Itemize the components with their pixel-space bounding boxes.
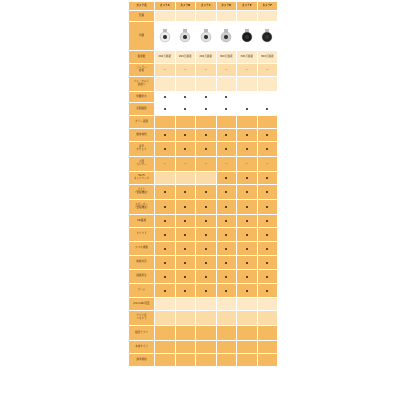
row-label: パン・チルト 首振り xyxy=(129,77,154,91)
value-cell: — xyxy=(176,157,196,171)
row-label: 画素数 xyxy=(129,51,154,63)
value-cell: 200万画素 xyxy=(196,51,216,63)
value-cell: — xyxy=(155,64,175,76)
check-dot-icon xyxy=(164,220,166,222)
feature-mark xyxy=(196,284,216,297)
feature-mark xyxy=(176,200,196,214)
row-label: カラー夜間 xyxy=(129,116,154,128)
value-cell xyxy=(258,298,278,310)
feature-mark xyxy=(155,256,175,269)
check-dot-icon xyxy=(164,148,166,150)
value-cell xyxy=(196,11,216,21)
feature-mark xyxy=(217,215,237,227)
feature-mark xyxy=(237,142,257,156)
header-camera-cell: カメラF xyxy=(258,2,278,10)
feature-mark xyxy=(237,200,257,214)
value-cell xyxy=(155,172,175,184)
check-dot-icon xyxy=(205,134,207,136)
check-dot-icon xyxy=(225,177,227,179)
check-dot-icon xyxy=(205,248,207,250)
header-camera-cell: カメラE xyxy=(237,2,257,10)
header-camera-cell: カメラD xyxy=(217,2,237,10)
check-dot-icon xyxy=(184,262,186,264)
check-dot-icon xyxy=(205,290,207,292)
value-cell xyxy=(176,11,196,21)
value-cell xyxy=(155,311,175,325)
check-dot-icon xyxy=(184,108,186,110)
camera-icon xyxy=(179,28,191,44)
value-cell xyxy=(237,92,257,102)
check-dot-icon xyxy=(266,206,268,208)
value-cell xyxy=(155,341,175,353)
value-cell xyxy=(196,298,216,310)
row-label: 録画再生 xyxy=(129,270,154,283)
check-dot-icon xyxy=(164,206,166,208)
value-cell xyxy=(217,354,237,366)
value-cell xyxy=(258,116,278,128)
check-dot-icon xyxy=(266,177,268,179)
row-label: ズーム xyxy=(129,284,154,297)
feature-mark xyxy=(217,228,237,241)
feature-mark xyxy=(217,270,237,283)
row-label: 接続アプリ xyxy=(129,326,154,340)
feature-mark xyxy=(237,242,257,255)
feature-mark xyxy=(196,200,216,214)
feature-mark xyxy=(176,92,196,102)
check-dot-icon xyxy=(184,134,186,136)
check-dot-icon xyxy=(246,234,248,236)
feature-mark xyxy=(237,185,257,199)
value-cell xyxy=(237,341,257,353)
feature-mark xyxy=(176,228,196,241)
check-dot-icon xyxy=(205,108,207,110)
value-cell xyxy=(237,11,257,21)
value-cell: — xyxy=(237,64,257,76)
feature-mark xyxy=(196,92,216,102)
feature-mark xyxy=(155,215,175,227)
check-dot-icon xyxy=(184,191,186,193)
check-dot-icon xyxy=(225,234,227,236)
feature-mark xyxy=(176,242,196,255)
camera-photo xyxy=(217,22,237,50)
camera-icon xyxy=(159,28,171,44)
check-dot-icon xyxy=(184,148,186,150)
value-cell xyxy=(155,11,175,21)
check-dot-icon xyxy=(266,108,268,110)
header-camera-cell: カメラC xyxy=(196,2,216,10)
check-dot-icon xyxy=(225,134,227,136)
value-cell xyxy=(155,116,175,128)
check-dot-icon xyxy=(164,290,166,292)
header-camera-cell: カメラA xyxy=(155,2,175,10)
value-cell xyxy=(155,354,175,366)
check-dot-icon xyxy=(266,148,268,150)
feature-mark xyxy=(176,215,196,227)
value-cell: — xyxy=(176,64,196,76)
value-cell: 200万画素 xyxy=(155,51,175,63)
feature-mark xyxy=(258,215,278,227)
feature-mark xyxy=(258,242,278,255)
feature-mark xyxy=(155,228,175,241)
value-cell xyxy=(196,354,216,366)
check-dot-icon xyxy=(225,262,227,264)
check-dot-icon xyxy=(246,177,248,179)
value-cell xyxy=(258,326,278,340)
camera-icon xyxy=(241,28,253,44)
value-cell xyxy=(196,116,216,128)
feature-mark xyxy=(258,256,278,269)
feature-mark xyxy=(217,172,237,184)
value-cell xyxy=(176,341,196,353)
row-label: 防塵防水 xyxy=(129,92,154,102)
value-cell xyxy=(176,326,196,340)
feature-mark xyxy=(258,200,278,214)
feature-mark xyxy=(196,129,216,141)
feature-mark xyxy=(237,172,257,184)
feature-mark xyxy=(155,284,175,297)
check-dot-icon xyxy=(184,248,186,250)
value-cell xyxy=(258,92,278,102)
feature-mark xyxy=(258,185,278,199)
check-dot-icon xyxy=(164,134,166,136)
check-dot-icon xyxy=(266,234,268,236)
check-dot-icon xyxy=(205,262,207,264)
check-dot-icon xyxy=(266,248,268,250)
camera-photo xyxy=(155,22,175,50)
value-cell: — xyxy=(237,157,257,171)
value-cell xyxy=(258,311,278,325)
check-dot-icon xyxy=(184,220,186,222)
value-cell xyxy=(155,326,175,340)
camera-icon xyxy=(220,28,232,44)
row-label: クラウド xyxy=(129,228,154,241)
check-dot-icon xyxy=(246,220,248,222)
feature-mark xyxy=(258,103,278,115)
check-dot-icon xyxy=(184,290,186,292)
feature-mark xyxy=(237,284,257,297)
value-cell: — xyxy=(217,64,237,76)
feature-mark xyxy=(196,228,216,241)
feature-mark xyxy=(176,142,196,156)
feature-mark xyxy=(196,103,216,115)
check-dot-icon xyxy=(184,96,186,98)
value-cell: — xyxy=(196,64,216,76)
feature-mark xyxy=(237,103,257,115)
value-cell xyxy=(237,77,257,91)
feature-mark xyxy=(237,228,257,241)
feature-mark xyxy=(155,242,175,255)
row-label: スピーカー （警報機能） xyxy=(129,200,154,214)
row-label: ソーラー 給電 xyxy=(129,64,154,76)
check-dot-icon xyxy=(246,148,248,150)
check-dot-icon xyxy=(225,96,227,98)
check-dot-icon xyxy=(184,276,186,278)
camera-photo xyxy=(176,22,196,50)
value-cell xyxy=(237,298,257,310)
check-dot-icon xyxy=(266,290,268,292)
value-cell: — xyxy=(155,157,175,171)
feature-mark xyxy=(237,215,257,227)
feature-mark xyxy=(217,284,237,297)
row-label: 音声 やりとり xyxy=(129,142,154,156)
value-cell xyxy=(155,77,175,91)
feature-mark xyxy=(155,185,175,199)
check-dot-icon xyxy=(266,220,268,222)
value-cell xyxy=(176,311,196,325)
check-dot-icon xyxy=(164,276,166,278)
check-dot-icon xyxy=(225,206,227,208)
value-cell xyxy=(217,341,237,353)
check-dot-icon xyxy=(184,206,186,208)
header-label-cell: カメラ名 xyxy=(129,2,154,10)
value-cell xyxy=(217,77,237,91)
feature-mark xyxy=(196,256,216,269)
feature-mark xyxy=(258,270,278,283)
check-dot-icon xyxy=(164,248,166,250)
value-cell xyxy=(237,311,257,325)
check-dot-icon xyxy=(246,108,248,110)
feature-mark xyxy=(217,185,237,199)
feature-mark xyxy=(217,256,237,269)
feature-mark xyxy=(155,200,175,214)
check-dot-icon xyxy=(164,191,166,193)
feature-mark xyxy=(258,129,278,141)
check-dot-icon xyxy=(225,108,227,110)
feature-mark xyxy=(196,142,216,156)
value-cell xyxy=(176,298,196,310)
comparison-table xyxy=(129,2,274,398)
row-label: 参考価格 xyxy=(129,354,154,366)
check-dot-icon xyxy=(164,108,166,110)
feature-mark xyxy=(217,92,237,102)
row-label: 映像共有 xyxy=(129,256,154,269)
value-cell xyxy=(176,116,196,128)
value-cell xyxy=(196,77,216,91)
value-cell xyxy=(196,341,216,353)
row-label: SD録画 xyxy=(129,215,154,227)
value-cell xyxy=(258,11,278,21)
camera-photo xyxy=(258,22,278,50)
value-cell xyxy=(217,326,237,340)
camera-photo xyxy=(196,22,216,50)
camera-icon xyxy=(261,28,273,44)
feature-mark xyxy=(237,270,257,283)
feature-mark xyxy=(237,256,257,269)
value-cell: 300万画素 xyxy=(237,51,257,63)
check-dot-icon xyxy=(164,96,166,98)
row-label: microSD容量 xyxy=(129,298,154,310)
row-label: 人感 センサー xyxy=(129,157,154,171)
row-label: 外観 xyxy=(129,22,154,50)
value-cell xyxy=(258,354,278,366)
check-dot-icon xyxy=(205,148,207,150)
value-cell xyxy=(237,116,257,128)
feature-mark xyxy=(176,185,196,199)
value-cell: 200万画素 xyxy=(176,51,196,63)
check-dot-icon xyxy=(164,234,166,236)
value-cell xyxy=(196,311,216,325)
feature-mark xyxy=(196,242,216,255)
feature-mark xyxy=(258,172,278,184)
row-label: 夜間撮影 xyxy=(129,103,154,115)
row-label: 本体サイズ xyxy=(129,341,154,353)
feature-mark xyxy=(258,142,278,156)
feature-mark xyxy=(176,103,196,115)
check-dot-icon xyxy=(246,206,248,208)
check-dot-icon xyxy=(266,262,268,264)
camera-photo xyxy=(237,22,257,50)
row-label: Wi-Fi ネットワーク xyxy=(129,172,154,184)
feature-mark xyxy=(176,270,196,283)
check-dot-icon xyxy=(205,206,207,208)
value-cell xyxy=(237,326,257,340)
feature-mark xyxy=(196,215,216,227)
check-dot-icon xyxy=(205,191,207,193)
value-cell: — xyxy=(217,157,237,171)
check-dot-icon xyxy=(266,276,268,278)
header-camera-cell: カメラB xyxy=(176,2,196,10)
value-cell xyxy=(217,311,237,325)
feature-mark xyxy=(155,270,175,283)
value-cell xyxy=(217,11,237,21)
check-dot-icon xyxy=(205,220,207,222)
check-dot-icon xyxy=(246,262,248,264)
check-dot-icon xyxy=(205,234,207,236)
check-dot-icon xyxy=(205,96,207,98)
value-cell xyxy=(176,172,196,184)
value-cell xyxy=(155,298,175,310)
feature-mark xyxy=(217,242,237,255)
check-dot-icon xyxy=(225,276,227,278)
value-cell: 300万画素 xyxy=(258,51,278,63)
row-label: アプリ名 コネクト xyxy=(129,311,154,325)
feature-mark xyxy=(196,185,216,199)
feature-mark xyxy=(155,103,175,115)
value-cell xyxy=(237,354,257,366)
value-cell xyxy=(258,77,278,91)
feature-mark xyxy=(176,129,196,141)
check-dot-icon xyxy=(225,248,227,250)
check-dot-icon xyxy=(246,276,248,278)
feature-mark xyxy=(217,200,237,214)
value-cell xyxy=(258,341,278,353)
check-dot-icon xyxy=(266,191,268,193)
check-dot-icon xyxy=(246,290,248,292)
feature-mark xyxy=(217,142,237,156)
feature-mark xyxy=(155,92,175,102)
camera-icon xyxy=(200,28,212,44)
check-dot-icon xyxy=(225,220,227,222)
check-dot-icon xyxy=(225,191,227,193)
row-label: 動体検知 xyxy=(129,129,154,141)
check-dot-icon xyxy=(266,134,268,136)
value-cell xyxy=(217,116,237,128)
check-dot-icon xyxy=(184,234,186,236)
check-dot-icon xyxy=(164,262,166,264)
value-cell: — xyxy=(196,157,216,171)
check-dot-icon xyxy=(225,148,227,150)
feature-mark xyxy=(258,228,278,241)
feature-mark xyxy=(217,129,237,141)
value-cell xyxy=(217,298,237,310)
value-cell: — xyxy=(258,64,278,76)
feature-mark xyxy=(237,129,257,141)
check-dot-icon xyxy=(246,191,248,193)
check-dot-icon xyxy=(205,276,207,278)
feature-mark xyxy=(176,284,196,297)
feature-mark xyxy=(176,256,196,269)
check-dot-icon xyxy=(225,290,227,292)
check-dot-icon xyxy=(246,134,248,136)
feature-mark xyxy=(258,284,278,297)
value-cell: 300万画素 xyxy=(217,51,237,63)
feature-mark xyxy=(155,142,175,156)
value-cell xyxy=(176,354,196,366)
check-dot-icon xyxy=(246,248,248,250)
feature-mark xyxy=(217,103,237,115)
row-label: スマホ連動 xyxy=(129,242,154,255)
feature-mark xyxy=(155,129,175,141)
row-label: ライト （警報機能） xyxy=(129,185,154,199)
value-cell xyxy=(176,77,196,91)
value-cell xyxy=(196,172,216,184)
value-cell xyxy=(196,326,216,340)
value-cell: — xyxy=(258,157,278,171)
row-label: 型番 xyxy=(129,11,154,21)
feature-mark xyxy=(196,270,216,283)
